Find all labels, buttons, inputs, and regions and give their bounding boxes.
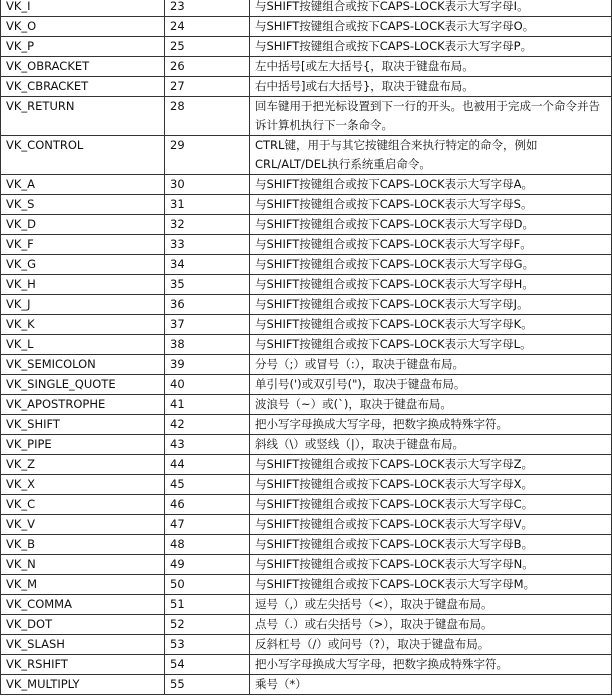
key-description-cell: 与SHIFT按键组合或按下CAPS-LOCK表示大写字母Z。 [250, 455, 612, 475]
key-name-cell: VK_G [1, 255, 165, 275]
key-description-cell: 与SHIFT按键组合或按下CAPS-LOCK表示大写字母K。 [250, 315, 612, 335]
key-description-cell: 单引号(')或双引号(")，取决于键盘布局。 [250, 375, 612, 395]
key-name-cell: VK_MULTIPLY [1, 675, 165, 695]
key-code-cell: 47 [165, 515, 250, 535]
key-description-cell: 与SHIFT按键组合或按下CAPS-LOCK表示大写字母X。 [250, 475, 612, 495]
table-row [1, 495, 612, 515]
key-code-cell: 33 [165, 235, 250, 255]
key-description-cell: 乘号（*） [250, 675, 612, 695]
table-row [1, 475, 612, 495]
key-code-cell: 54 [165, 655, 250, 675]
table-row [1, 175, 612, 195]
key-name-cell: VK_K [1, 315, 165, 335]
key-description-cell: 与SHIFT按键组合或按下CAPS-LOCK表示大写字母M。 [250, 575, 612, 595]
key-table-body [1, 0, 612, 695]
key-code-cell: 39 [165, 355, 250, 375]
key-description-cell: 与SHIFT按键组合或按下CAPS-LOCK表示大写字母N。 [250, 555, 612, 575]
key-name-cell: VK_RSHIFT [1, 655, 165, 675]
key-name-cell: VK_H [1, 275, 165, 295]
key-name-cell: VK_S [1, 195, 165, 215]
key-name-cell: VK_CBRACKET [1, 77, 165, 97]
key-description-cell: 反斜杠号（/）或问号（?），取决于键盘布局。 [250, 635, 612, 655]
key-code-cell: 24 [165, 17, 250, 37]
table-row [1, 555, 612, 575]
key-code-cell: 49 [165, 555, 250, 575]
key-code-cell: 27 [165, 77, 250, 97]
table-row [1, 355, 612, 375]
table-row [1, 77, 612, 97]
table-row [1, 455, 612, 475]
key-description-cell: 与SHIFT按键组合或按下CAPS-LOCK表示大写字母S。 [250, 195, 612, 215]
key-name-cell: VK_SHIFT [1, 415, 165, 435]
key-name-cell: VK_X [1, 475, 165, 495]
table-row [1, 57, 612, 77]
key-description-cell: 与SHIFT按键组合或按下CAPS-LOCK表示大写字母I。 [250, 0, 612, 17]
key-code-cell: 32 [165, 215, 250, 235]
key-code-cell: 37 [165, 315, 250, 335]
key-name-cell: VK_I [1, 0, 165, 17]
key-name-cell: VK_RETURN [1, 97, 165, 136]
key-name-cell: VK_L [1, 335, 165, 355]
key-name-cell: VK_C [1, 495, 165, 515]
key-code-cell: 53 [165, 635, 250, 655]
key-code-cell: 29 [165, 136, 250, 175]
key-code-cell: 48 [165, 535, 250, 555]
key-name-cell: VK_A [1, 175, 165, 195]
key-name-cell: VK_N [1, 555, 165, 575]
key-description-cell: 点号（.）或右尖括号（>），取决于键盘布局。 [250, 615, 612, 635]
key-code-cell: 35 [165, 275, 250, 295]
key-name-cell: VK_F [1, 235, 165, 255]
table-row [1, 37, 612, 57]
key-name-cell: VK_SINGLE_QUOTE [1, 375, 165, 395]
key-description-cell: 把小写字母换成大写字母，把数字换成特殊字符。 [250, 655, 612, 675]
table-row [1, 595, 612, 615]
key-code-cell: 52 [165, 615, 250, 635]
table-row [1, 136, 612, 175]
key-name-cell: VK_D [1, 215, 165, 235]
key-description-cell: 与SHIFT按键组合或按下CAPS-LOCK表示大写字母V。 [250, 515, 612, 535]
key-name-cell: VK_J [1, 295, 165, 315]
key-code-cell: 51 [165, 595, 250, 615]
key-description-cell: 回车键用于把光标设置到下一行的开头。也被用于完成一个命令并告诉计算机执行下一条命令。 [250, 97, 612, 136]
table-row [1, 195, 612, 215]
key-code-cell: 28 [165, 97, 250, 136]
table-row [1, 0, 612, 17]
table-row [1, 435, 612, 455]
table-row [1, 97, 612, 136]
key-description-cell: 与SHIFT按键组合或按下CAPS-LOCK表示大写字母B。 [250, 535, 612, 555]
key-code-cell: 25 [165, 37, 250, 57]
key-description-cell: 与SHIFT按键组合或按下CAPS-LOCK表示大写字母C。 [250, 495, 612, 515]
key-name-cell: VK_APOSTROPHE [1, 395, 165, 415]
key-code-cell: 31 [165, 195, 250, 215]
table-row [1, 575, 612, 595]
table-row [1, 215, 612, 235]
key-name-cell: VK_P [1, 37, 165, 57]
key-code-cell: 42 [165, 415, 250, 435]
key-code-cell: 55 [165, 675, 250, 695]
table-row [1, 615, 612, 635]
key-description-cell: 与SHIFT按键组合或按下CAPS-LOCK表示大写字母P。 [250, 37, 612, 57]
key-name-cell: VK_DOT [1, 615, 165, 635]
key-description-cell: 与SHIFT按键组合或按下CAPS-LOCK表示大写字母D。 [250, 215, 612, 235]
key-description-cell: CTRL键，用于与其它按键组合来执行特定的命令，例如CRL/ALT/DEL执行系统重启命令。 [250, 136, 612, 175]
key-code-cell: 41 [165, 395, 250, 415]
key-code-cell: 40 [165, 375, 250, 395]
table-row [1, 635, 612, 655]
key-code-cell: 36 [165, 295, 250, 315]
key-description-cell: 与SHIFT按键组合或按下CAPS-LOCK表示大写字母O。 [250, 17, 612, 37]
key-name-cell: VK_COMMA [1, 595, 165, 615]
key-code-cell: 26 [165, 57, 250, 77]
key-name-cell: VK_V [1, 515, 165, 535]
key-code-cell: 43 [165, 435, 250, 455]
table-row [1, 335, 612, 355]
key-code-cell: 34 [165, 255, 250, 275]
key-name-cell: VK_O [1, 17, 165, 37]
key-description-cell: 波浪号（~）或(`)，取决于键盘布局。 [250, 395, 612, 415]
table-row [1, 515, 612, 535]
key-name-cell: VK_SLASH [1, 635, 165, 655]
key-description-cell: 与SHIFT按键组合或按下CAPS-LOCK表示大写字母L。 [250, 335, 612, 355]
key-description-cell: 右中括号]或右大括号}，取决于键盘布局。 [250, 77, 612, 97]
key-description-cell: 与SHIFT按键组合或按下CAPS-LOCK表示大写字母A。 [250, 175, 612, 195]
table-row [1, 535, 612, 555]
table-row [1, 295, 612, 315]
table-row [1, 375, 612, 395]
table-row [1, 415, 612, 435]
key-code-cell: 44 [165, 455, 250, 475]
key-name-cell: VK_PIPE [1, 435, 165, 455]
key-description-cell: 与SHIFT按键组合或按下CAPS-LOCK表示大写字母H。 [250, 275, 612, 295]
key-description-cell: 分号（;）或冒号（:），取决于键盘布局。 [250, 355, 612, 375]
key-description-cell: 把小写字母换成大写字母，把数字换成特殊字符。 [250, 415, 612, 435]
key-code-cell: 30 [165, 175, 250, 195]
table-row [1, 395, 612, 415]
key-description-cell: 与SHIFT按键组合或按下CAPS-LOCK表示大写字母F。 [250, 235, 612, 255]
key-description-cell: 与SHIFT按键组合或按下CAPS-LOCK表示大写字母G。 [250, 255, 612, 275]
table-row [1, 275, 612, 295]
key-name-cell: VK_OBRACKET [1, 57, 165, 77]
key-code-cell: 38 [165, 335, 250, 355]
table-row [1, 235, 612, 255]
table-row [1, 255, 612, 275]
key-name-cell: VK_M [1, 575, 165, 595]
table-row [1, 675, 612, 695]
table-row [1, 17, 612, 37]
key-description-cell: 与SHIFT按键组合或按下CAPS-LOCK表示大写字母J。 [250, 295, 612, 315]
key-description-cell: 左中括号[或左大括号{，取决于键盘布局。 [250, 57, 612, 77]
key-name-cell: VK_Z [1, 455, 165, 475]
key-name-cell: VK_B [1, 535, 165, 555]
table-row [1, 655, 612, 675]
key-code-cell: 46 [165, 495, 250, 515]
table-row [1, 315, 612, 335]
key-description-cell: 斜线（\）或竖线（|），取决于键盘布局。 [250, 435, 612, 455]
key-code-cell: 23 [165, 0, 250, 17]
key-code-cell: 50 [165, 575, 250, 595]
key-description-cell: 逗号（,）或左尖括号（<），取决于键盘布局。 [250, 595, 612, 615]
key-name-cell: VK_CONTROL [1, 136, 165, 175]
key-name-cell: VK_SEMICOLON [1, 355, 165, 375]
key-code-cell: 45 [165, 475, 250, 495]
